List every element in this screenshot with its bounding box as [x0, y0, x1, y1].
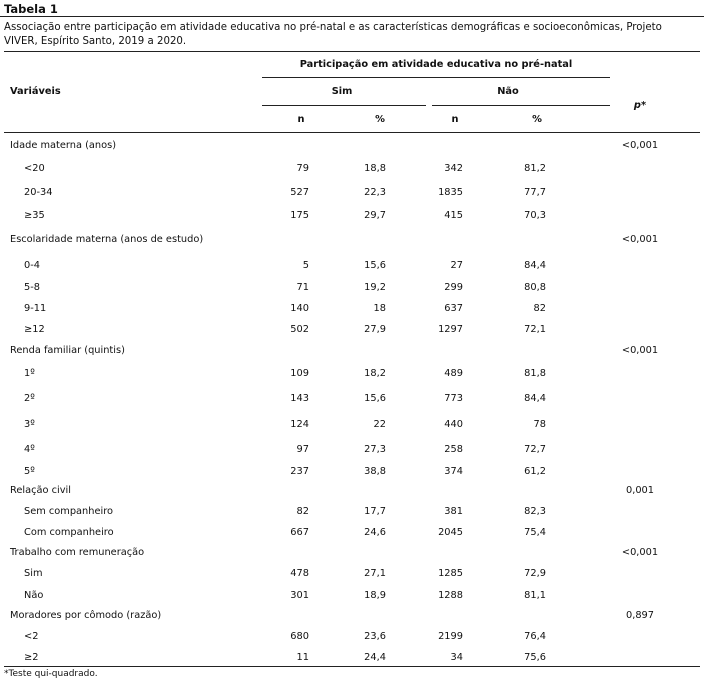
group-label: Moradores por cômodo (razão) [10, 610, 162, 621]
cell-p-value: <0,001 [621, 234, 659, 245]
cell-p-value: 0,897 [625, 610, 655, 621]
row-label: 0-4 [24, 260, 41, 271]
cell-sim-pct: 24,6 [364, 527, 386, 538]
header-top-rule [4, 51, 700, 52]
header-group-title: Participação em atividade educativa no pré-natal [299, 59, 573, 70]
cell-nao-pct: 82 [533, 303, 546, 314]
cell-nao-n: 415 [444, 210, 463, 221]
cell-nao-pct: 61,2 [524, 466, 546, 477]
cell-nao-n: 440 [444, 419, 463, 430]
cell-nao-n: 1297 [438, 324, 463, 335]
cell-sim-pct: 27,1 [364, 568, 386, 579]
sim-underline [262, 105, 426, 106]
cell-nao-pct: 81,8 [524, 368, 546, 379]
row-label: 3º [24, 419, 35, 430]
group-label: Relação civil [10, 485, 71, 496]
cell-p-value: 0,001 [625, 485, 655, 496]
header-nao-n: n [451, 114, 459, 125]
cell-nao-n: 342 [444, 163, 463, 174]
row-label: Não [24, 590, 44, 601]
cell-nao-pct: 84,4 [524, 393, 546, 404]
cell-nao-pct: 84,4 [524, 260, 546, 271]
cell-nao-n: 773 [444, 393, 463, 404]
title-divider [0, 16, 704, 17]
cell-sim-pct: 38,8 [364, 466, 386, 477]
cell-sim-n: 527 [290, 187, 309, 198]
cell-sim-n: 82 [296, 506, 309, 517]
header-nao-pct: % [532, 114, 542, 125]
cell-nao-pct: 77,7 [524, 187, 546, 198]
row-label: <2 [24, 631, 39, 642]
cell-sim-n: 79 [296, 163, 309, 174]
cell-nao-n: 299 [444, 282, 463, 293]
cell-sim-pct: 15,6 [364, 393, 386, 404]
cell-sim-pct: 18 [373, 303, 386, 314]
cell-sim-pct: 18,9 [364, 590, 386, 601]
cell-sim-pct: 22,3 [364, 187, 386, 198]
cell-nao-n: 637 [444, 303, 463, 314]
cell-p-value: <0,001 [621, 547, 659, 558]
row-label: 4º [24, 444, 35, 455]
cell-nao-pct: 72,7 [524, 444, 546, 455]
group-label: Escolaridade materna (anos de estudo) [10, 234, 204, 245]
cell-sim-pct: 19,2 [364, 282, 386, 293]
row-label: 9-11 [24, 303, 47, 314]
cell-nao-pct: 81,1 [524, 590, 546, 601]
cell-nao-pct: 72,1 [524, 324, 546, 335]
nao-underline [432, 105, 610, 106]
cell-nao-pct: 72,9 [524, 568, 546, 579]
cell-sim-n: 175 [290, 210, 309, 221]
cell-sim-pct: 22 [373, 419, 386, 430]
header-p-value: p* [633, 100, 647, 111]
cell-sim-n: 71 [296, 282, 309, 293]
table-footnote: *Teste qui-quadrado. [4, 669, 98, 679]
row-label: Com companheiro [24, 527, 114, 538]
cell-sim-n: 143 [290, 393, 309, 404]
cell-nao-n: 374 [444, 466, 463, 477]
cell-p-value: <0,001 [621, 140, 659, 151]
row-label: ≥35 [24, 210, 45, 221]
group-label: Trabalho com remuneração [10, 547, 145, 558]
group-underline [262, 77, 610, 78]
cell-nao-pct: 75,4 [524, 527, 546, 538]
cell-nao-n: 1288 [438, 590, 463, 601]
cell-nao-n: 34 [450, 652, 463, 663]
cell-nao-n: 1285 [438, 568, 463, 579]
cell-sim-n: 502 [290, 324, 309, 335]
cell-sim-n: 478 [290, 568, 309, 579]
cell-sim-n: 97 [296, 444, 309, 455]
cell-nao-n: 381 [444, 506, 463, 517]
group-label: Idade materna (anos) [10, 140, 117, 151]
cell-nao-n: 2045 [438, 527, 463, 538]
cell-sim-pct: 18,2 [364, 368, 386, 379]
cell-sim-n: 301 [290, 590, 309, 601]
table-caption: Associação entre participação em atividade educativa no pré-natal e as características demográficas e socioeconômicas, Projeto VIVER, Espírito Santo, 2019 a 2020. [4, 22, 662, 47]
header-sim-n: n [297, 114, 305, 125]
cell-nao-pct: 81,2 [524, 163, 546, 174]
cell-nao-n: 2199 [438, 631, 463, 642]
cell-sim-n: 124 [290, 419, 309, 430]
row-label: 20-34 [24, 187, 53, 198]
table-label: Tabela 1 [4, 2, 58, 16]
header-bottom-rule [4, 132, 700, 133]
cell-sim-n: 140 [290, 303, 309, 314]
row-label: 5º [24, 466, 35, 477]
row-label: ≥2 [24, 652, 39, 663]
cell-sim-pct: 29,7 [364, 210, 386, 221]
row-label: <20 [24, 163, 45, 174]
row-label: ≥12 [24, 324, 45, 335]
cell-sim-n: 237 [290, 466, 309, 477]
row-label: Sim [24, 568, 43, 579]
cell-sim-n: 5 [302, 260, 309, 271]
header-nao: Não [497, 86, 519, 97]
cell-sim-pct: 27,3 [364, 444, 386, 455]
cell-nao-pct: 80,8 [524, 282, 546, 293]
cell-sim-n: 667 [290, 527, 309, 538]
cell-sim-pct: 18,8 [364, 163, 386, 174]
cell-nao-pct: 75,6 [524, 652, 546, 663]
cell-sim-n: 680 [290, 631, 309, 642]
cell-nao-n: 489 [444, 368, 463, 379]
cell-nao-n: 258 [444, 444, 463, 455]
table-bottom-rule [4, 666, 700, 667]
cell-sim-pct: 27,9 [364, 324, 386, 335]
cell-sim-n: 11 [296, 652, 309, 663]
cell-nao-pct: 70,3 [524, 210, 546, 221]
cell-sim-n: 109 [290, 368, 309, 379]
cell-sim-pct: 24,4 [364, 652, 386, 663]
row-label: 1º [24, 368, 35, 379]
cell-sim-pct: 17,7 [364, 506, 386, 517]
cell-p-value: <0,001 [621, 345, 659, 356]
header-variables: Variáveis [10, 86, 61, 97]
group-label: Renda familiar (quintis) [10, 345, 125, 356]
cell-nao-pct: 78 [533, 419, 546, 430]
header-sim-pct: % [375, 114, 385, 125]
cell-sim-pct: 23,6 [364, 631, 386, 642]
cell-nao-pct: 82,3 [524, 506, 546, 517]
row-label: 5-8 [24, 282, 41, 293]
row-label: Sem companheiro [24, 506, 114, 517]
cell-nao-n: 1835 [438, 187, 463, 198]
cell-nao-pct: 76,4 [524, 631, 546, 642]
header-sim: Sim [331, 86, 353, 97]
cell-sim-pct: 15,6 [364, 260, 386, 271]
row-label: 2º [24, 393, 35, 404]
cell-nao-n: 27 [450, 260, 463, 271]
